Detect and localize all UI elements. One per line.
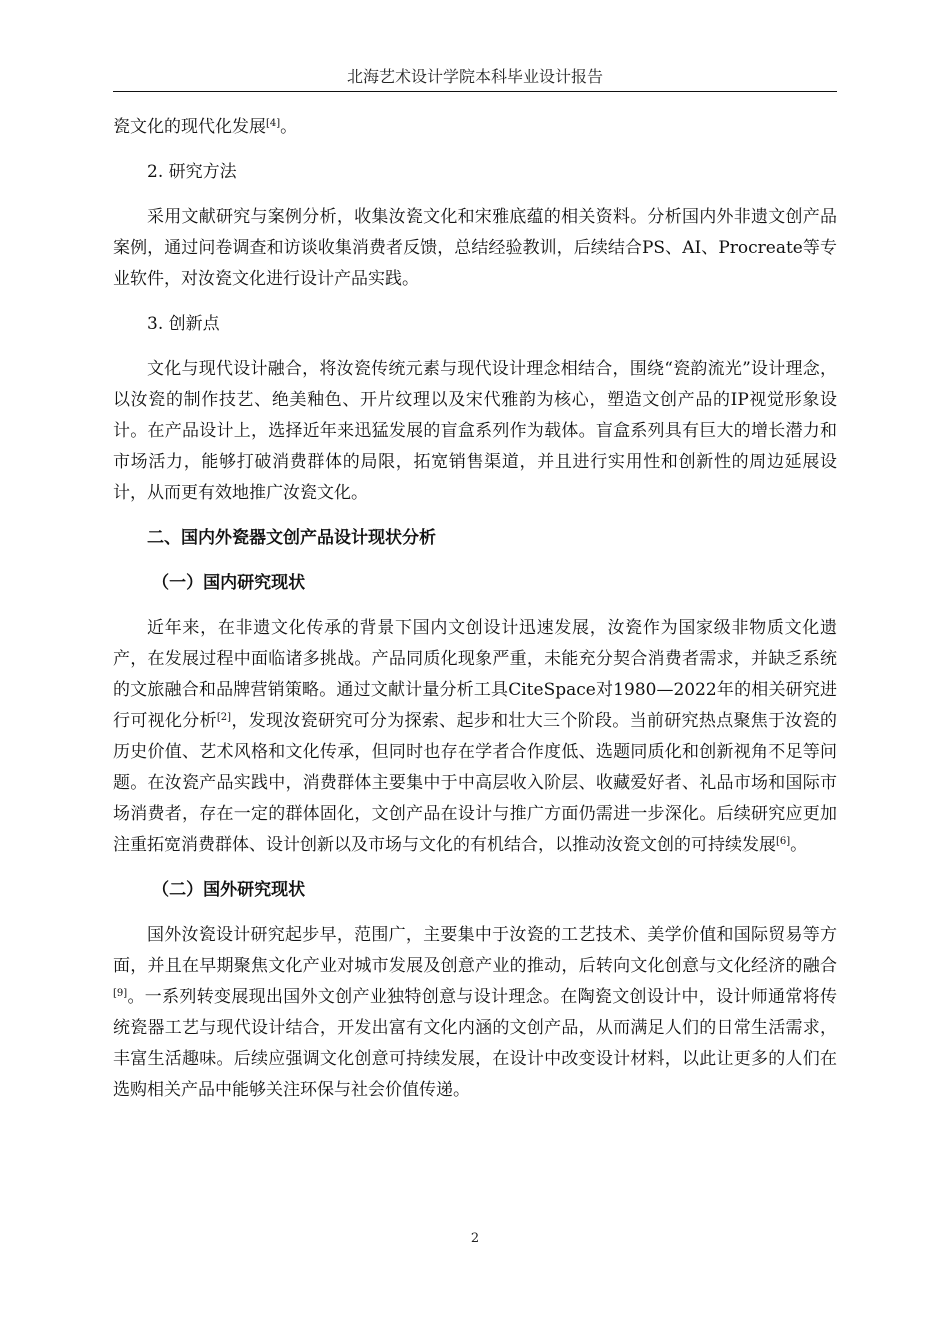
paragraph-text: 近年来，在非遗文化传承的背景下国内文创设计迅速发展，汝瓷作为国家级非物质文化遗产，在发展过程中面临诸多挑战。产品同质化现象严重，未能充分契合消费者需求，并缺乏系统的文旅融合和品牌营销策略。通过文献计量分析工具CiteSpace对1980—2022年的相关研究进行可视化分析 — [113, 618, 837, 731]
header-title: 北海艺术设计学院本科毕业设计报告 — [346, 67, 603, 86]
page-number: 2 — [470, 1231, 480, 1246]
paragraph-text: 瓷文化的现代化发展 — [113, 117, 266, 137]
paragraph-continuation — [113, 112, 837, 143]
citation-ref: [9] — [113, 988, 128, 999]
paragraph-end: 。 — [280, 117, 298, 137]
subsection-heading-domestic: （一）国内研究现状 — [152, 573, 306, 593]
paragraph-innovation: 文化与现代设计融合，将汝瓷传统元素与现代设计理念相结合，围绕“瓷韵流光”设计理念，以汝瓷的制作技艺、绝美釉色、开片纹理以及宋代雅韵为核心，塑造文创产品的IP视觉形象设计。在产品设计上，选择近年来迅猛发展的盲盒系列作为载体。盲盒系列具有巨大的增长潜力和市场活力，能够打破消费群体的局限，拓宽销售渠道，并且进行实用性和创新性的周边延展设计，从而更有效地推广汝瓷文化。 — [113, 359, 837, 503]
page-footer — [113, 1231, 837, 1246]
paragraph-text: ，发现汝瓷研究可分为探索、起步和壮大三个阶段。当前研究热点聚焦于汝瓷的历史价值、艺术风格和文化传承，但同时也存在学者合作度低、选题同质化和创新视角不足等问题。在汝瓷产品实践中，消费群体主要集中于中高层收入阶层、收藏爱好者、礼品市场和国际市场消费者，存在一定的群体固化，文创产品在设计与推广方面仍需进一步深化。后续研究应更加注重拓宽消费群体、设计创新以及市场与文化的有机结合，以推动汝瓷文创的可持续发展 — [113, 711, 838, 855]
citation-ref: [2] — [216, 712, 232, 723]
paragraph-foreign — [113, 920, 837, 1106]
heading-research-method: 2. 研究方法 — [147, 162, 237, 182]
document-body — [113, 112, 837, 1106]
running-header — [113, 66, 837, 88]
paragraph-text: 国外汝瓷设计研究起步早，范围广，主要集中于汝瓷的工艺技术、美学价值和国际贸易等方面，并且在早期聚焦文化产业对城市发展及创意产业的推动，后转向文化创意与文化经济的融合 — [113, 925, 837, 976]
paragraph-text: 。一系列转变展现出国外文创产业独特创意与设计理念。在陶瓷文创设计中，设计师通常将传统瓷器工艺与现代设计结合，开发出富有文化内涵的文创产品，从而满足人们的日常生活需求，丰富生活趣味。后续应强调文化创意可持续发展，在设计中改变设计材料，以此让更多的人们在选购相关产品中能够关注环保与社会价值传递。 — [113, 987, 837, 1100]
citation-ref: [6] — [776, 836, 791, 847]
paragraph-domestic — [113, 613, 837, 861]
heading-innovation: 3. 创新点 — [147, 314, 220, 334]
paragraph-research-method: 采用文献研究与案例分析，收集汝瓷文化和宋雅底蕴的相关资料。分析国内外非遗文创产品案例，通过问卷调查和访谈收集消费者反馈，总结经验教训，后续结合PS、AI、Procreate等专业软件，对汝瓷文化进行设计产品实践。 — [113, 207, 837, 289]
citation-ref: [4] — [266, 118, 281, 129]
paragraph-end: 。 — [790, 835, 808, 855]
subsection-heading-foreign: （二）国外研究现状 — [152, 880, 306, 900]
header-rule — [113, 91, 837, 92]
section-heading-2: 二、国内外瓷器文创产品设计现状分析 — [147, 528, 436, 548]
